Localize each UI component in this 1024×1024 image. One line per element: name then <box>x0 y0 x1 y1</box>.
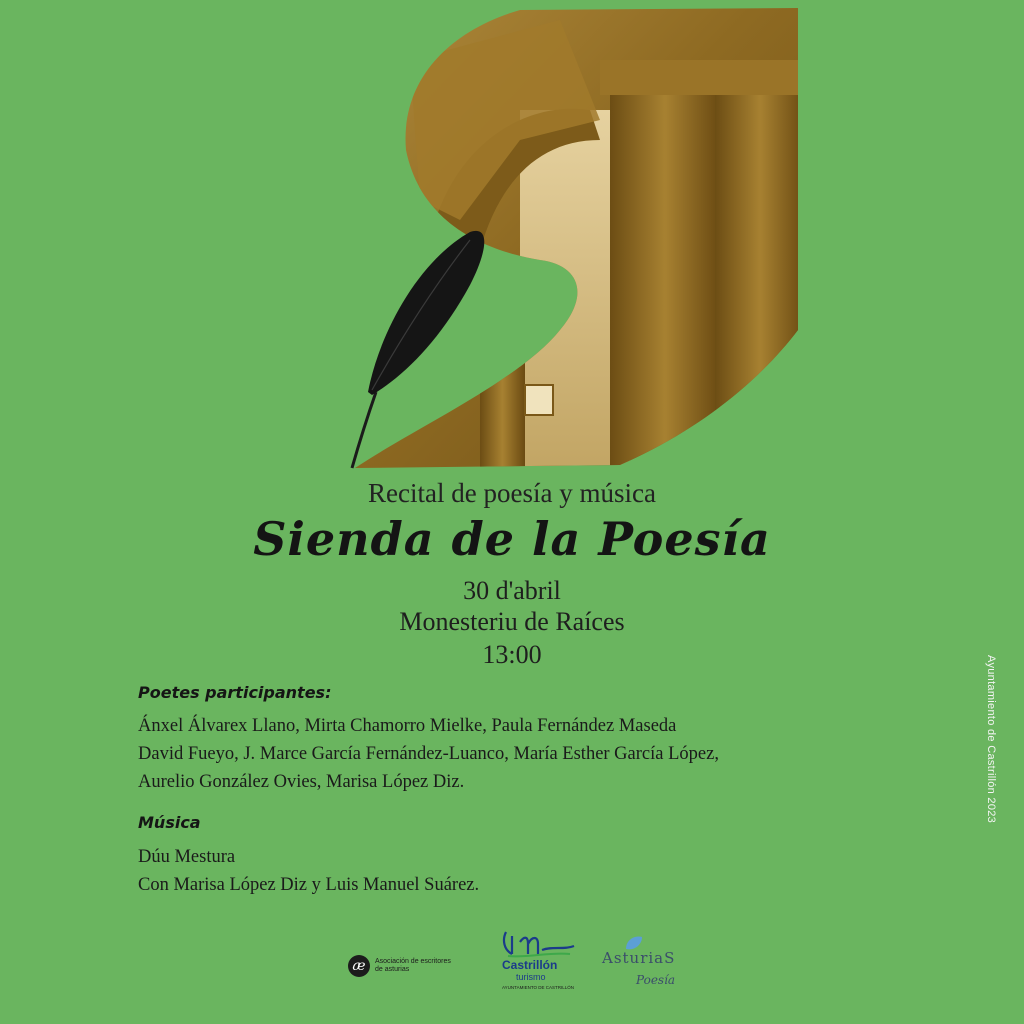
poets-heading: Poetes participantes: <box>138 683 332 702</box>
event-place: Monesteriu de Raíces <box>399 607 625 636</box>
castrillon-name: Castrillón <box>502 958 558 972</box>
music-line: Dúu Mestura <box>138 847 236 867</box>
event-date: 30 d'abril <box>463 576 561 605</box>
aea-logo-icon: æ <box>348 955 370 977</box>
asturias-sub: Poesía <box>636 973 676 987</box>
music-heading: Música <box>138 813 201 832</box>
asturias-poesia-logo <box>600 935 690 995</box>
asturias-name: AsturiaS <box>602 949 676 967</box>
castrillon-org: AYUNTAMIENTO DE CASTRILLÓN <box>502 985 575 990</box>
music-line: Con Marisa López Diz y Luis Manuel Suárez. <box>138 875 480 895</box>
poets-line: Ánxel Álvarex Llano, Mirta Chamorro Mielke, Paula Fernández Maseda <box>138 716 677 736</box>
monastery-photo <box>350 0 810 480</box>
castrillon-sub: turismo <box>516 972 546 982</box>
header-artwork <box>0 0 1024 480</box>
credit-text: Ayuntamiento de Castrillón 2023 <box>985 655 997 824</box>
castrillon-logo-icon <box>498 928 578 960</box>
aea-line2: de asturias <box>375 966 410 973</box>
poets-line: Aurelio González Ovies, Marisa López Diz. <box>138 772 465 792</box>
aea-logo <box>348 955 453 977</box>
event-time: 13:00 <box>482 640 542 669</box>
aea-line1: Asociación de escritores <box>375 958 451 965</box>
poets-line: David Fueyo, J. Marce García Fernández-Luanco, María Esther García López, <box>138 744 719 764</box>
subtitle: Recital de poesía y música <box>368 478 656 508</box>
page-title: Sienda de la Poesía <box>253 512 771 566</box>
castrillon-logo <box>498 928 578 996</box>
